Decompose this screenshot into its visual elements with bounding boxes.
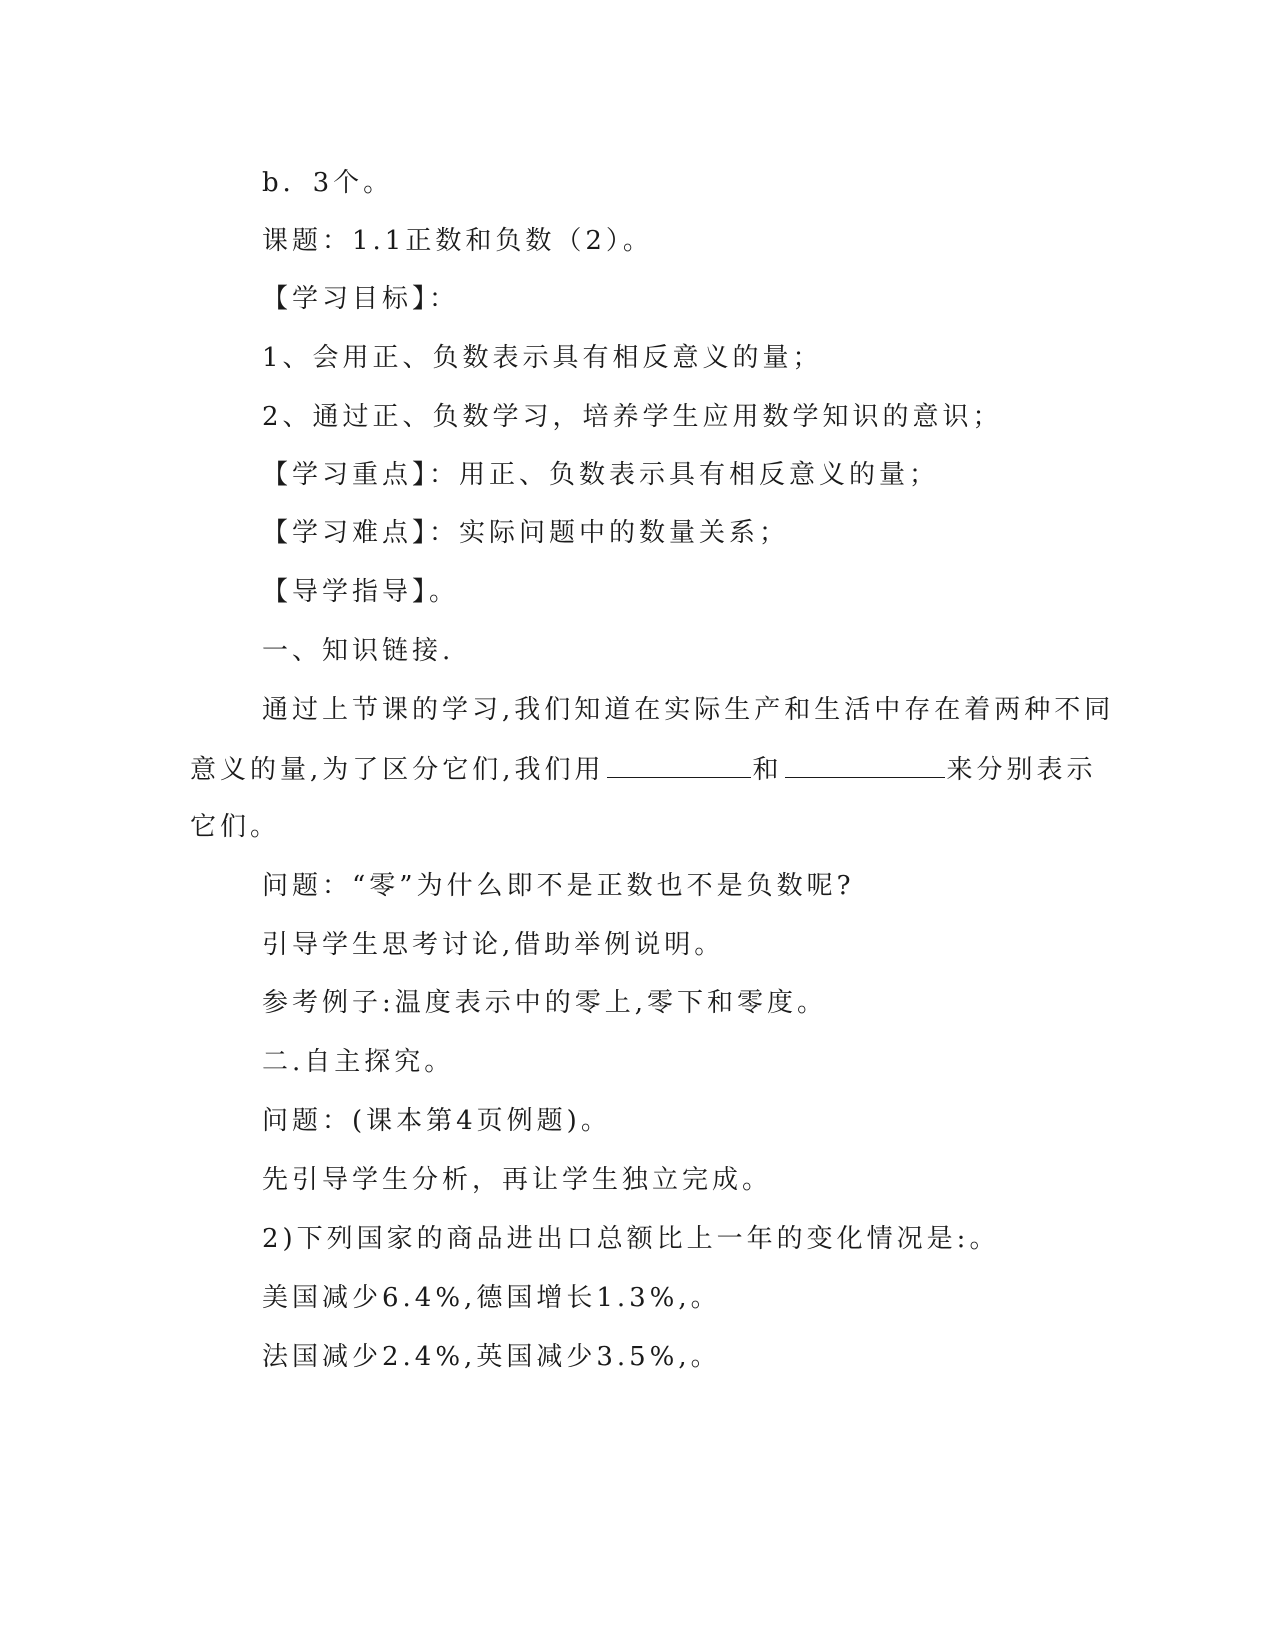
fill-in-text: 来分别表示: [946, 755, 1097, 785]
question-line: 问题：“零”为什么即不是正数也不是负数呢?: [262, 871, 855, 901]
text-line: 法国减少2.4%,英国减少3.5%,。: [262, 1342, 721, 1372]
objective-item: 1、会用正、负数表示具有相反意义的量；: [262, 343, 823, 373]
text-line: 2)下列国家的商品进出口总额比上一年的变化情况是:。: [262, 1224, 1000, 1254]
fill-in-text: 和: [752, 755, 783, 785]
paragraph-line: 通过上节课的学习,我们知道在实际生产和生活中存在着两种不同: [262, 695, 1115, 725]
subsection-heading: 二.自主探究。: [262, 1047, 455, 1077]
difficulty-line: 【学习难点】：实际问题中的数量关系；: [262, 518, 790, 548]
key-point-line: 【学习重点】：用正、负数表示具有相反意义的量；: [262, 460, 940, 490]
fill-in-text: 意义的量,为了区分它们,我们用: [190, 755, 605, 785]
text-line: 参考例子:温度表示中的零上,零下和零度。: [262, 988, 828, 1018]
section-heading-guide: 【导学指导】。: [262, 577, 460, 607]
answer-blank[interactable]: [785, 751, 945, 778]
section-heading-objectives: 【学习目标】：: [262, 284, 460, 314]
paragraph-line: 它们。: [190, 812, 281, 842]
text-line: 引导学生思考讨论,借助举例说明。: [262, 930, 725, 960]
objective-item: 2、通过正、负数学习，培养学生应用数学知识的意识；: [262, 402, 1003, 432]
lesson-title: 课题：1.1正数和负数（2）。: [262, 226, 653, 256]
text-line: 先引导学生分析，再让学生独立完成。: [262, 1165, 773, 1195]
text-line: 美国减少6.4%,德国增长1.3%,。: [262, 1283, 721, 1313]
question-line: 问题：(课本第4页例题)。: [262, 1106, 611, 1136]
text-line: b．3个。: [262, 168, 394, 198]
answer-blank[interactable]: [607, 751, 751, 778]
fill-in-line: [190, 751, 1097, 787]
subsection-heading: 一、知识链接.: [262, 636, 455, 666]
